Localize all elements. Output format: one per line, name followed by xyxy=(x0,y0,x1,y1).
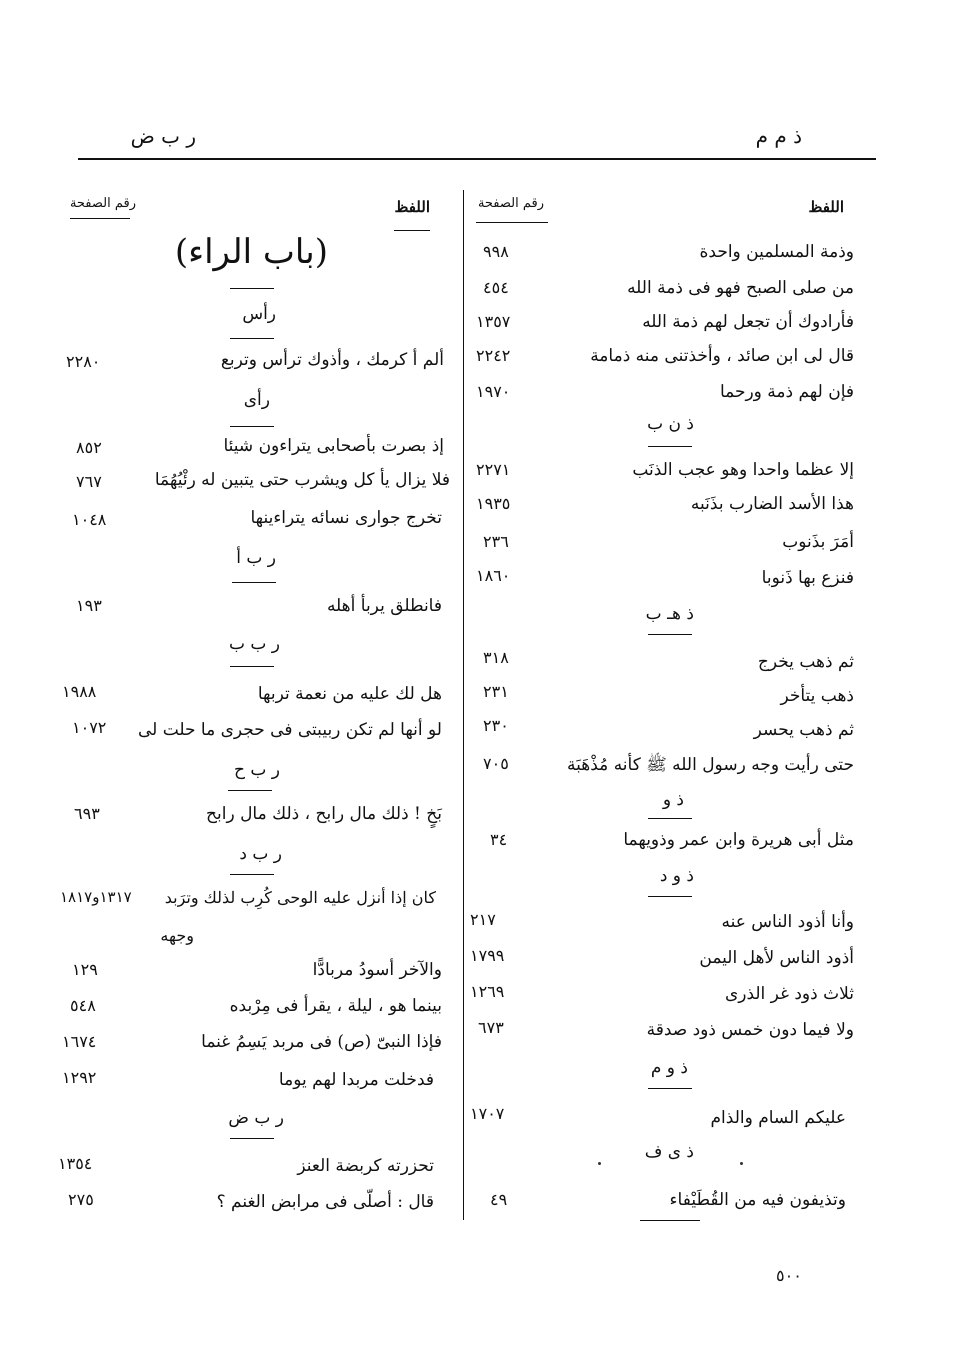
entry-page: ١٠٧٢ xyxy=(72,718,107,737)
root-heading: ذ هـ ب xyxy=(645,604,694,624)
entry-text: وذمة المسلمين واحدة xyxy=(699,242,854,262)
chapter-title: (باب الراء) xyxy=(174,232,328,272)
entry-rule xyxy=(640,1220,700,1221)
entry-page: ٣٤ xyxy=(490,830,508,849)
entry-text: أذود الناس لأهل اليمن xyxy=(699,948,854,968)
entry-text: أمَرَ بذَنوب xyxy=(782,532,854,552)
running-header-right: ذ م م xyxy=(755,124,802,148)
entry-text: ولا فيما دون خمس ذود صدقة xyxy=(646,1020,854,1040)
entry-text: فأرادوك أن تجعل لهم ذمة الله xyxy=(642,312,854,332)
entry-page: ٢٣١ xyxy=(483,682,509,701)
entry-page: ٢٢٧١ xyxy=(476,460,511,479)
entry-text: ذهب يتأخر xyxy=(780,686,854,706)
root-rule xyxy=(230,338,274,339)
entry-page: ١٢٦٩ xyxy=(470,982,505,1001)
root-heading: ذ و د xyxy=(659,866,694,886)
entry-page: ٢٧٥ xyxy=(68,1190,94,1209)
left-col-page-header-rule xyxy=(70,218,130,219)
entry-page: ٧٦٧ xyxy=(76,472,102,491)
entry-text: بَخٍ ! ذلك مال رابح ، ذلك مال رابح xyxy=(206,804,442,824)
root-rule xyxy=(232,582,276,583)
right-col-page-header: رقم الصفحة xyxy=(477,196,544,211)
root-heading: ذ ى ف xyxy=(644,1142,694,1162)
entry-page: ٤٩ xyxy=(490,1190,508,1209)
root-heading: رأى xyxy=(243,390,270,410)
entry-page: ١٣٥٧ xyxy=(476,312,511,331)
root-rule xyxy=(648,634,692,635)
entry-page: ١٩٨٨ xyxy=(62,682,97,701)
right-col-word-header: اللفظ xyxy=(808,198,844,216)
root-heading: ذ ن ب xyxy=(647,414,694,434)
root-heading: ر ب د xyxy=(239,844,282,864)
entry-page: ٤٥٤ xyxy=(483,278,509,297)
entry-page: ١٢٩ xyxy=(72,960,98,979)
root-rule xyxy=(230,1138,274,1139)
entry-text: بينما هو ، ليلة ، يقرأ فى مِرْبده xyxy=(229,996,442,1016)
entry-page: ٣١٨ xyxy=(483,648,509,667)
entry-text: قال لى ابن صائد ، وأخذتنى منه ذمامة xyxy=(590,346,854,366)
speck xyxy=(740,1162,743,1165)
entry-page: ١٦٧٤ xyxy=(62,1032,97,1051)
root-rule xyxy=(230,666,274,667)
entry-text: كان إذا أنزل عليه الوحى كُرِب لذلك وترَبد xyxy=(164,888,436,907)
root-rule xyxy=(228,790,272,791)
root-heading: ذ و م xyxy=(650,1058,688,1078)
entry-text: تخرج جوارى نسائه يتراءينها xyxy=(250,508,442,528)
page-number: ٥٠٠ xyxy=(776,1266,802,1285)
entry-text: فإن لهم ذمة ورحما xyxy=(719,382,854,402)
entry-page: ٦٩٣ xyxy=(74,804,100,823)
entry-text: ألم أ كرمك ، وأذوك ترأس وتربع xyxy=(220,350,444,370)
entry-text: فنزع بها ذَنوبا xyxy=(761,568,854,588)
entry-text: فانطلق يربأ أهله xyxy=(326,596,442,616)
chapter-title-rule xyxy=(230,288,274,289)
column-divider xyxy=(463,190,464,1220)
entry-page: ١٠٤٨ xyxy=(72,510,107,529)
entry-page: ١٨٦٠ xyxy=(476,566,511,585)
root-heading: ر ب ب xyxy=(228,634,280,654)
entry-page: ٢٣٦ xyxy=(483,532,509,551)
root-heading: ر ب ض xyxy=(228,1108,284,1128)
header-rule xyxy=(78,158,876,160)
entry-text: قال : أصلّى فى مرابض الغنم ؟ xyxy=(216,1192,434,1212)
entry-text: ثلاث ذود غر الذرى xyxy=(724,984,854,1004)
root-heading: رأس xyxy=(242,304,276,324)
root-heading: ذ و xyxy=(662,790,684,810)
entry-page: ٢١٧ xyxy=(470,910,496,929)
entry-text: ثم ذهب يخرج xyxy=(757,652,854,672)
entry-text: فإذا النبىّ (ص) فى مربد يَسِمُ غنما xyxy=(201,1032,442,1052)
entry-page: ٦٧٣ xyxy=(478,1018,504,1037)
entry-text: هل لك عليه من نعمة تربها xyxy=(257,684,442,704)
entry-text: ثم ذهب يحسر xyxy=(753,720,854,740)
entry-text: تحزرته كربضة العنز xyxy=(297,1156,434,1176)
entry-text: فدخلت مربدا لهم يوما xyxy=(278,1070,434,1090)
left-col-word-header: اللفظ xyxy=(394,198,430,216)
entry-page: ٢٢٨٠ xyxy=(66,352,101,371)
root-rule xyxy=(648,818,692,819)
entry-text: فلا يزال يأ كل ويشرب حتى يتبين له رئْيُهُمَا xyxy=(154,470,450,490)
entry-page: ١٣٥٤ xyxy=(58,1154,93,1173)
entry-page: ٧٠٥ xyxy=(483,754,509,773)
entry-text: لو أنها لم تكن ربيبتى فى حجرى ما حلت لى xyxy=(137,720,442,740)
entry-text: حتى رأيت وجه رسول الله ﷺ كأنه مُذْهَبَة xyxy=(567,755,854,775)
running-header-left: ر ب ض xyxy=(130,124,196,148)
root-rule xyxy=(648,896,692,897)
entry-text: إلا عظما واحدا وهو عجب الذنَب xyxy=(632,460,854,480)
entry-page: ١٩٧٠ xyxy=(476,382,511,401)
speck xyxy=(598,1162,601,1165)
entry-text: وأنا أذود الناس عنه xyxy=(721,912,854,932)
entry-page: ١٣١٧و١٨١٧ xyxy=(60,888,132,906)
entry-page: ١٧٩٩ xyxy=(470,946,505,965)
entry-text: هذا الأسد الضارب بذَنَبه xyxy=(690,494,854,514)
right-col-page-header-rule xyxy=(476,222,548,223)
left-col-page-header: رقم الصفحة xyxy=(69,196,136,211)
root-rule xyxy=(648,1088,692,1089)
entry-text: من صلى الصبح فهو فى ذمة الله xyxy=(627,278,854,298)
entry-page: ٥٤٨ xyxy=(70,996,96,1015)
root-heading: ر ب أ xyxy=(236,548,276,568)
root-rule xyxy=(230,426,274,427)
entry-page: ١٩٣٥ xyxy=(476,494,511,513)
left-col-word-header-rule xyxy=(394,230,430,231)
entry-page: ٢٢٤٢ xyxy=(476,346,511,365)
root-rule xyxy=(648,446,692,447)
entry-page: ١٢٩٢ xyxy=(62,1068,97,1087)
entry-page: ١٧٠٧ xyxy=(470,1104,505,1123)
entry-text-continuation: وجهه xyxy=(160,926,194,945)
entry-page: ٢٣٠ xyxy=(483,716,509,735)
entry-page: ٨٥٢ xyxy=(76,438,102,457)
entry-text: والآخر أسودُ مربادًّا xyxy=(312,960,442,980)
entry-page: ١٩٣ xyxy=(76,596,102,615)
entry-text: إذ بصرت بأصحابى يتراءون شيئا xyxy=(223,436,444,456)
root-rule xyxy=(230,874,274,875)
entry-page: ٩٩٨ xyxy=(483,242,509,261)
root-heading: ر ب ح xyxy=(234,760,280,780)
entry-text: وتذيفون فيه من القُطَيْفاء xyxy=(669,1190,846,1210)
entry-text: مثل أبى هريرة وابن عمر وذويهما xyxy=(623,830,854,850)
entry-text: عليكم السام والذام xyxy=(710,1108,846,1128)
